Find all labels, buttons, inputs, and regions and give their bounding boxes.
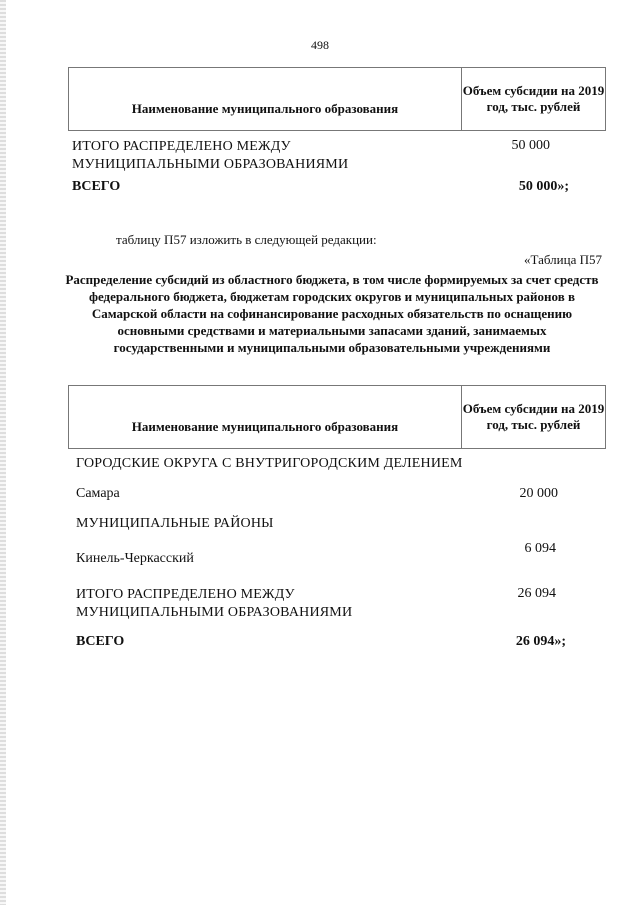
table1-row-grand-total: [72, 179, 569, 197]
table2-col-value: Объем субсидии на 2019 год, тыс. рублей: [462, 386, 606, 449]
row-value: 20 000: [519, 486, 558, 501]
table2-row-total-distributed: [76, 586, 556, 622]
table1-row-total-distributed: [72, 138, 550, 174]
table2-header: [68, 385, 606, 449]
table1-col-name: Наименование муниципального образования: [69, 68, 462, 131]
row-value: 50 000»;: [518, 179, 569, 194]
row-value: 50 000: [511, 138, 550, 153]
row-name: Кинель-Черкасский: [76, 551, 194, 566]
table2-row-samara: [76, 486, 558, 504]
row-name: ВСЕГО: [76, 634, 125, 649]
section-title: МУНИЦИПАЛЬНЫЕ РАЙОНЫ: [76, 516, 274, 531]
row-name: ИТОГО РАСПРЕДЕЛЕНО МЕЖДУ МУНИЦИПАЛЬНЫМИ ОБРАЗОВАНИЯМИ: [76, 587, 353, 620]
table-caption: Распределение субсидий из областного бюджета, в том числе формируемых за счет средств федерального бюджета, бюджетам городских округов и муниципальных районов в Самарской области на софинансирование расходных обязательств по оснащению основными средствами и материальными запасами зданий, занимаемых государственными и муниципальными образовательными учреждениями: [65, 272, 599, 355]
page-number: 498: [311, 38, 329, 52]
row-name: ВСЕГО: [72, 179, 121, 194]
row-name: ИТОГО РАСПРЕДЕЛЕНО МЕЖДУ МУНИЦИПАЛЬНЫМИ ОБРАЗОВАНИЯМИ: [72, 139, 349, 172]
section-municipal-districts: [76, 516, 274, 532]
table2-row-kinel: [76, 541, 556, 571]
table1-col-value: Объем субсидии на 2019 год, тыс. рублей: [462, 68, 606, 131]
row-value: 26 094»;: [515, 634, 566, 649]
table-label: «Таблица П57: [524, 252, 602, 267]
section-title: ГОРОДСКИЕ ОКРУГА С ВНУТРИГОРОДСКИМ ДЕЛЕНИЕМ: [76, 456, 463, 471]
table2-row-grand-total: [76, 634, 566, 652]
section-city-districts: [76, 456, 463, 472]
intro-text: таблицу П57 изложить в следующей редакции:: [116, 232, 377, 247]
table2-col-name: Наименование муниципального образования: [69, 386, 462, 449]
row-value: 6 094: [524, 541, 556, 556]
row-value: 26 094: [517, 586, 556, 601]
table1-header: [68, 67, 606, 131]
scan-edge: [0, 0, 6, 905]
row-name: Самара: [76, 486, 120, 501]
